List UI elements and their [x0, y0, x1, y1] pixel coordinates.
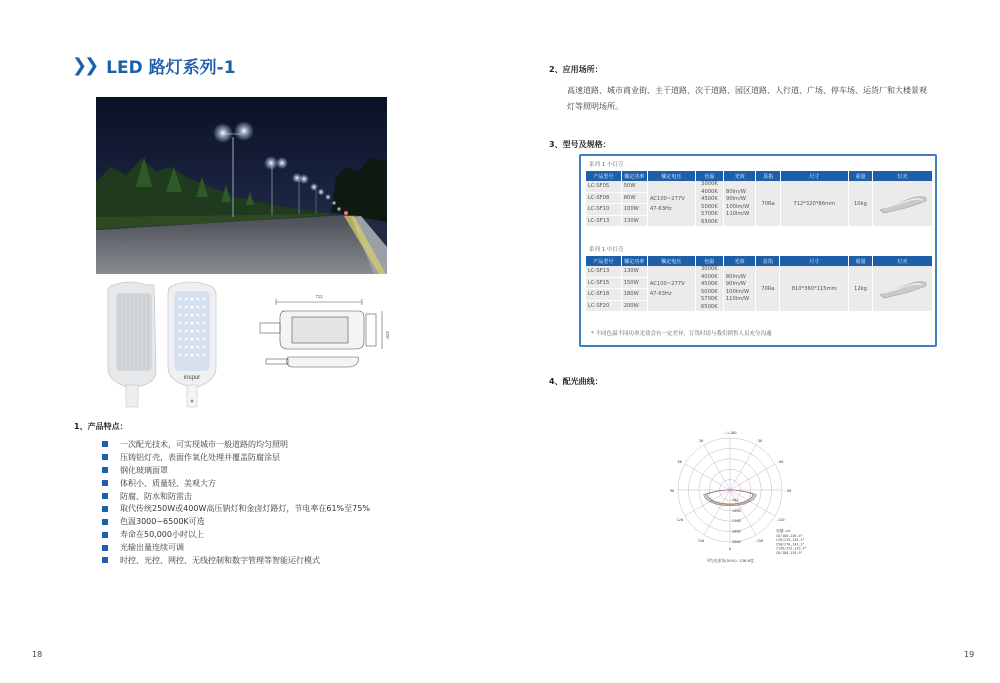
polar-spoke — [730, 464, 775, 490]
application-title: 2、应用场所： — [549, 65, 603, 74]
legend-entry: C45/225,142.2° — [776, 538, 805, 543]
feature-item — [102, 490, 370, 503]
table-header-cell: 灯壳 — [873, 256, 933, 266]
legend-entry: C0/180,135.9° — [776, 550, 803, 555]
efficacy-cell — [723, 266, 755, 312]
table-header-cell: 重量 — [848, 171, 872, 181]
angle-label: -60 — [776, 460, 784, 464]
table-header-cell: 产品型号 — [586, 171, 621, 181]
polar-spoke — [730, 445, 756, 490]
power-cell: 150W — [621, 277, 647, 288]
features-list — [102, 438, 370, 567]
feature-item — [102, 554, 370, 567]
efficacy-value: 80lm/W — [726, 188, 746, 195]
feature-item — [102, 464, 370, 477]
feature-text: 取代传统250W或400W高压钠灯和金卤灯路灯，节电率在61%至75% — [120, 504, 370, 514]
power-cell: 180W — [621, 289, 647, 300]
legend-entry: C135/315,135.9° — [776, 546, 807, 551]
model-cell: LC-SF10 — [586, 204, 621, 215]
polar-spoke — [704, 445, 730, 490]
cct-value: 4000K — [701, 188, 718, 195]
series1-label: 系列 1 小灯壳 — [589, 162, 624, 168]
voltage-cell — [647, 266, 695, 312]
cct-value: 4500K — [701, 281, 718, 287]
table-header-cell: 尺寸 — [780, 256, 848, 266]
cct-cell — [695, 181, 723, 227]
model-cell: LC-SF20 — [586, 300, 621, 311]
size-cell: 810*360*115mm — [780, 266, 848, 312]
product-images — [96, 281, 390, 409]
efficacy-cell — [724, 181, 756, 227]
page-number-right: 19 — [964, 650, 975, 659]
legend-title: 光强: cd — [776, 529, 790, 533]
bullet-square-icon — [102, 493, 108, 499]
legend-entry: C90/270,142.3° — [776, 542, 805, 547]
angle-label: 90 — [669, 489, 675, 493]
feature-text: 寿命在50,000小时以上 — [120, 530, 204, 540]
light-distribution-curve — [669, 428, 812, 568]
page-number-left: 18 — [32, 650, 43, 659]
bullet-square-icon — [102, 441, 108, 447]
spec-table-series1 — [586, 171, 933, 227]
voltage-text: AC100~277V — [649, 195, 685, 202]
frequency-text: 47-63Hz — [649, 205, 672, 212]
table-header-cell: 显指 — [756, 171, 780, 181]
features-title: 1、产品特点： — [74, 422, 128, 431]
angle-label: 120 — [676, 518, 684, 522]
power-cell: 200W — [621, 300, 647, 311]
table-header-cell: 光效 — [724, 171, 756, 181]
feature-text: 压铸铝灯壳，表面作氧化处理并覆盖防腐涂层 — [120, 452, 280, 462]
height-dimension: 320 — [385, 331, 390, 339]
polar-spoke — [685, 464, 730, 490]
lamp-housing-image — [876, 192, 930, 214]
power-cell: 130W — [621, 266, 647, 277]
frequency-text: 47-63Hz — [649, 290, 672, 297]
table-header-cell: 灯壳 — [873, 171, 933, 181]
power-cell: 80W — [621, 192, 647, 203]
model-cell: LC-SF18 — [586, 289, 621, 300]
legend-entry: C0/180,136.0° — [776, 534, 803, 538]
feature-item — [102, 502, 370, 515]
bullet-square-icon — [102, 545, 108, 551]
cct-value: 6500K — [701, 303, 718, 310]
efficacy-value: 110lm/W — [726, 211, 750, 217]
efficacy-value: 100lm/W — [726, 203, 750, 210]
beam-angle-caption: 平均光束角(50%): 136.6度 — [706, 558, 754, 563]
bullet-square-icon — [102, 467, 108, 473]
cct-value: 4000K — [701, 273, 718, 280]
bullet-square-icon — [102, 506, 108, 512]
angle-label: 30 — [698, 438, 704, 443]
angle-label: -30 — [755, 438, 763, 443]
radial-label: 2800 — [732, 529, 741, 534]
model-cell: LC-SF15 — [586, 277, 621, 288]
spec-table-series2 — [586, 256, 933, 312]
series2-label: 系列 1 中灯壳 — [589, 247, 624, 253]
angle-label: 150 — [697, 539, 705, 544]
efficacy-value: 110lm/W — [725, 296, 750, 302]
angle-label: 60 — [677, 460, 682, 464]
brand-logo: inspur — [183, 375, 201, 381]
dimension-drawing — [260, 299, 382, 367]
power-cell: 50W — [621, 181, 647, 192]
cct-value: 4500K — [701, 196, 718, 202]
table-header-cell: 额定电压 — [647, 171, 695, 181]
efficacy-value: 100lm/W — [725, 288, 750, 295]
table-header-cell: 额定功率 — [621, 171, 647, 181]
efficacy-value: 90lm/W — [726, 196, 746, 202]
table-header-cell: 光效 — [723, 256, 755, 266]
feature-text: 钢化玻璃面罩 — [120, 465, 168, 475]
bullet-square-icon — [102, 454, 108, 460]
efficacy-value: 90lm/W — [725, 281, 746, 287]
power-cell: 100W — [621, 204, 647, 215]
feature-text: 时控、光控、网控、无线控制和数字管理等智能运行模式 — [120, 555, 320, 565]
angle-label: -90 — [784, 489, 792, 493]
feature-text: 体积小、质量轻、美观大方 — [120, 478, 216, 488]
model-cell: LC-SF13 — [586, 266, 621, 277]
model-cell: LC-SF05 — [586, 181, 621, 192]
housing-cell — [873, 266, 933, 312]
lamp-front-view — [168, 282, 216, 407]
cct-value: 3000K — [701, 266, 718, 272]
feature-item — [102, 451, 370, 464]
angle-label: 0 — [728, 547, 732, 551]
spec-note: * 不同色温不同功率光效会有一定差异，订货时请与我们销售人员充分沟通 — [591, 331, 772, 337]
table-header-cell: 额定电压 — [647, 256, 695, 266]
feature-item — [102, 477, 370, 490]
table-header-cell: 色温 — [695, 256, 723, 266]
radial-label: 1400 — [732, 508, 741, 513]
radial-label: 700 — [732, 498, 739, 503]
application-text: 高速道路、城市商业街、主干道路、次干道路、园区道路、人行道、广场、停车场、运货厂和大楼景观灯等照明场所。 — [567, 86, 927, 111]
bullet-square-icon — [102, 519, 108, 525]
weight-cell: 12kg — [848, 266, 872, 312]
feature-item — [102, 541, 370, 554]
weight-cell: 10kg — [848, 181, 872, 227]
bullet-square-icon — [102, 480, 108, 486]
table-header-cell: 显指 — [756, 256, 780, 266]
cri-cell: 70Ra — [756, 266, 780, 312]
feature-text: 光输出量连续可调 — [120, 543, 184, 553]
cct-value: 5700K — [701, 211, 718, 217]
lamp-back-view — [108, 282, 156, 407]
feature-item — [102, 515, 370, 528]
table-row — [586, 181, 933, 192]
angle-label: -150 — [754, 539, 764, 544]
street-night-photo — [96, 97, 387, 274]
width-dimension: 712 — [315, 294, 323, 299]
curve-title: 4、配光曲线： — [549, 377, 603, 386]
page-header — [72, 53, 236, 78]
cri-cell: 70Ra — [756, 181, 780, 227]
radial-label: 2100 — [732, 519, 741, 524]
table-header-cell: 额定功率 — [621, 256, 647, 266]
table-row — [586, 266, 933, 277]
cct-value: 5700K — [701, 296, 718, 302]
feature-text: 色温3000~6500K可选 — [120, 517, 205, 527]
spec-title: 3、型号及规格： — [549, 140, 611, 149]
housing-cell — [873, 181, 933, 227]
spec-table-panel — [579, 154, 937, 347]
model-cell: LC-SF13 — [586, 215, 621, 226]
table-header-cell: 重量 — [848, 256, 872, 266]
cct-value: 5000K — [701, 203, 718, 210]
bullet-square-icon — [102, 532, 108, 538]
table-header-cell: 尺寸 — [780, 171, 848, 181]
angle-label: -/+180 — [723, 431, 737, 435]
radial-label: 3500 — [732, 540, 741, 544]
power-cell: 130W — [621, 215, 647, 226]
cct-value: 5000K — [701, 288, 718, 295]
double-chevron-icon: ❯❯ — [72, 55, 97, 76]
lamp-housing-image — [876, 277, 930, 299]
cct-value: 6500K — [701, 218, 718, 225]
table-header-cell: 色温 — [695, 171, 723, 181]
voltage-text: AC100~277V — [649, 280, 685, 287]
bullet-square-icon — [102, 557, 108, 563]
feature-item — [102, 438, 370, 451]
voltage-cell — [647, 181, 695, 227]
feature-text: 一次配光技术，可实现城市一般道路的均匀照明 — [120, 439, 288, 449]
cct-cell — [695, 266, 723, 312]
size-cell: 712*320*86mm — [780, 181, 848, 227]
efficacy-value: 80lm/W — [725, 273, 746, 280]
cct-value: 3000K — [701, 181, 718, 187]
angle-label: -120 — [775, 518, 785, 522]
model-cell: LC-SF08 — [586, 192, 621, 203]
page-title: LED 路灯系列-1 — [106, 58, 236, 78]
feature-item — [102, 528, 370, 541]
feature-text: 防腐、防水和防雷击 — [120, 491, 192, 501]
table-header-cell: 产品型号 — [586, 256, 621, 266]
